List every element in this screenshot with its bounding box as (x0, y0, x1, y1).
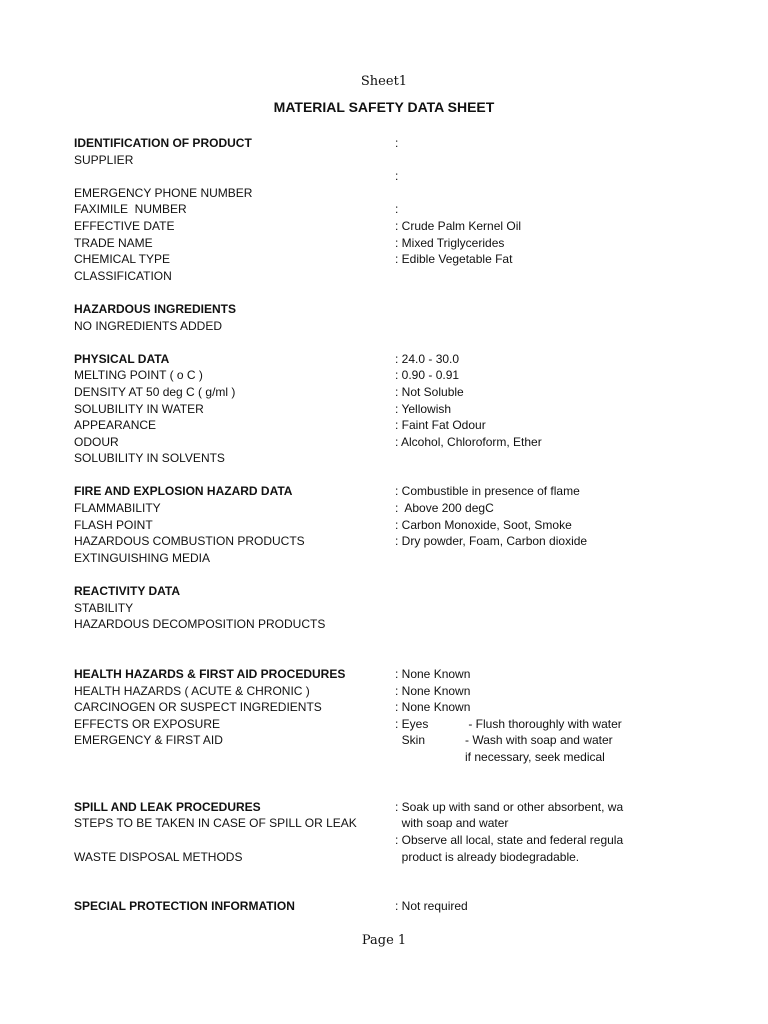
section-heading: IDENTIFICATION OF PRODUCT (74, 136, 252, 150)
field-label: HEALTH HAZARDS ( ACUTE & CHRONIC ) (74, 683, 310, 698)
sheet-name: Sheet1 (360, 74, 408, 89)
field-label (74, 566, 394, 583)
field-label (74, 882, 394, 899)
field-value (395, 550, 636, 567)
field-value (395, 566, 636, 583)
field-values-column (395, 135, 636, 915)
field-value: : Dry powder, Foam, Carbon dioxide (395, 534, 588, 549)
field-label (74, 334, 394, 351)
section-heading: SPECIAL PROTECTION INFORMATION (74, 899, 295, 914)
section-heading: SPILL AND LEAK PROCEDURES (74, 799, 261, 814)
field-value: : Above 200 degC (395, 501, 494, 516)
field-label: STEPS TO BE TAKEN IN CASE OF SPILL OR LEAK (74, 816, 357, 831)
field-value (395, 301, 636, 318)
field-value (395, 152, 636, 169)
section-heading: FIRE AND EXPLOSION HAZARD DATA (74, 484, 293, 499)
field-label: SOLUBILITY IN SOLVENTS (74, 451, 225, 466)
field-label: DENSITY AT 50 deg C ( g/ml ) (74, 384, 236, 399)
field-value: : Not Soluble (395, 384, 464, 399)
field-label (74, 168, 394, 185)
field-value (395, 882, 636, 899)
field-value (395, 268, 636, 285)
field-value (395, 185, 636, 202)
field-label: EMERGENCY PHONE NUMBER (74, 185, 253, 200)
field-label: FAXIMILE NUMBER (74, 202, 187, 217)
field-value: : Not required (395, 899, 468, 914)
field-label: SOLUBILITY IN WATER (74, 401, 204, 416)
field-value: : (395, 202, 399, 217)
field-value (395, 284, 636, 301)
field-label: FLASH POINT (74, 517, 153, 532)
field-value (395, 633, 636, 650)
field-value: : (395, 169, 399, 184)
field-value: : Faint Fat Odour (395, 418, 486, 433)
field-label: FLAMMABILITY (74, 501, 161, 516)
field-label: WASTE DISPOSAL METHODS (74, 849, 243, 864)
section-heading: PHYSICAL DATA (74, 351, 170, 366)
field-value (395, 649, 636, 666)
field-label (74, 749, 394, 766)
field-label: EMERGENCY & FIRST AID (74, 733, 223, 748)
field-value: : None Known (395, 700, 471, 715)
field-value: with soap and water (395, 816, 509, 831)
field-labels-column (74, 135, 394, 915)
field-value: : 0.90 - 0.91 (395, 368, 460, 383)
field-value: : 24.0 - 30.0 (395, 351, 460, 366)
field-value (395, 334, 636, 351)
field-label: ODOUR (74, 434, 119, 449)
field-label: TRADE NAME (74, 235, 153, 250)
field-label (74, 766, 394, 783)
field-label: EXTINGUISHING MEDIA (74, 550, 211, 565)
field-value: : Soak up with sand or other absorbent, wa (395, 799, 624, 814)
field-label: HAZARDOUS DECOMPOSITION PRODUCTS (74, 617, 326, 632)
field-value: if necessary, seek medical (395, 749, 605, 764)
field-value: : (395, 136, 399, 150)
field-label (74, 467, 394, 484)
field-label (74, 633, 394, 650)
field-value: : Mixed Triglycerides (395, 235, 505, 250)
field-label: SUPPLIER (74, 152, 134, 167)
section-heading: HAZARDOUS INGREDIENTS (74, 301, 237, 316)
field-label: CHEMICAL TYPE (74, 252, 171, 267)
section-heading: HEALTH HAZARDS & FIRST AID PROCEDURES (74, 667, 346, 681)
field-value (395, 467, 636, 484)
field-value: : Crude Palm Kernel Oil (395, 218, 522, 233)
field-value (395, 318, 636, 335)
field-label: CARCINOGEN OR SUSPECT INGREDIENTS (74, 700, 322, 715)
field-label (74, 649, 394, 666)
field-value: : Alcohol, Chloroform, Ether (395, 434, 542, 449)
field-value: : Combustible in presence of flame (395, 484, 580, 499)
document-title: MATERIAL SAFETY DATA SHEET (273, 99, 495, 115)
field-value: : Yellowish (395, 401, 452, 416)
field-label: STABILITY (74, 600, 134, 615)
field-value: : Carbon Monoxide, Soot, Smoke (395, 517, 572, 532)
field-value (395, 865, 636, 882)
field-label: EFFECTIVE DATE (74, 218, 175, 233)
field-value (395, 450, 636, 467)
field-value: : Edible Vegetable Fat (395, 252, 513, 267)
field-label: EFFECTS OR EXPOSURE (74, 716, 221, 731)
field-value (395, 782, 636, 799)
document-body (74, 135, 636, 915)
field-value (395, 600, 636, 617)
field-value (395, 583, 636, 600)
field-value: : Observe all local, state and federal regula (395, 832, 624, 847)
field-label: MELTING POINT ( o C ) (74, 368, 203, 383)
field-label: APPEARANCE (74, 418, 157, 433)
field-value (395, 766, 636, 783)
field-label (74, 832, 394, 849)
field-value: : None Known (395, 667, 471, 681)
section-heading: REACTIVITY DATA (74, 584, 181, 599)
field-label: NO INGREDIENTS ADDED (74, 318, 223, 333)
page-number: Page 1 (361, 933, 407, 948)
field-label: CLASSIFICATION (74, 268, 172, 283)
field-label (74, 782, 394, 799)
field-value: Skin - Wash with soap and water (395, 733, 613, 748)
field-label: HAZARDOUS COMBUSTION PRODUCTS (74, 534, 305, 549)
field-value: : Eyes - Flush thoroughly with water (395, 716, 622, 731)
field-value: product is already biodegradable. (395, 849, 580, 864)
field-label (74, 865, 394, 882)
field-value (395, 616, 636, 633)
field-value: : None Known (395, 683, 471, 698)
field-label (74, 284, 394, 301)
